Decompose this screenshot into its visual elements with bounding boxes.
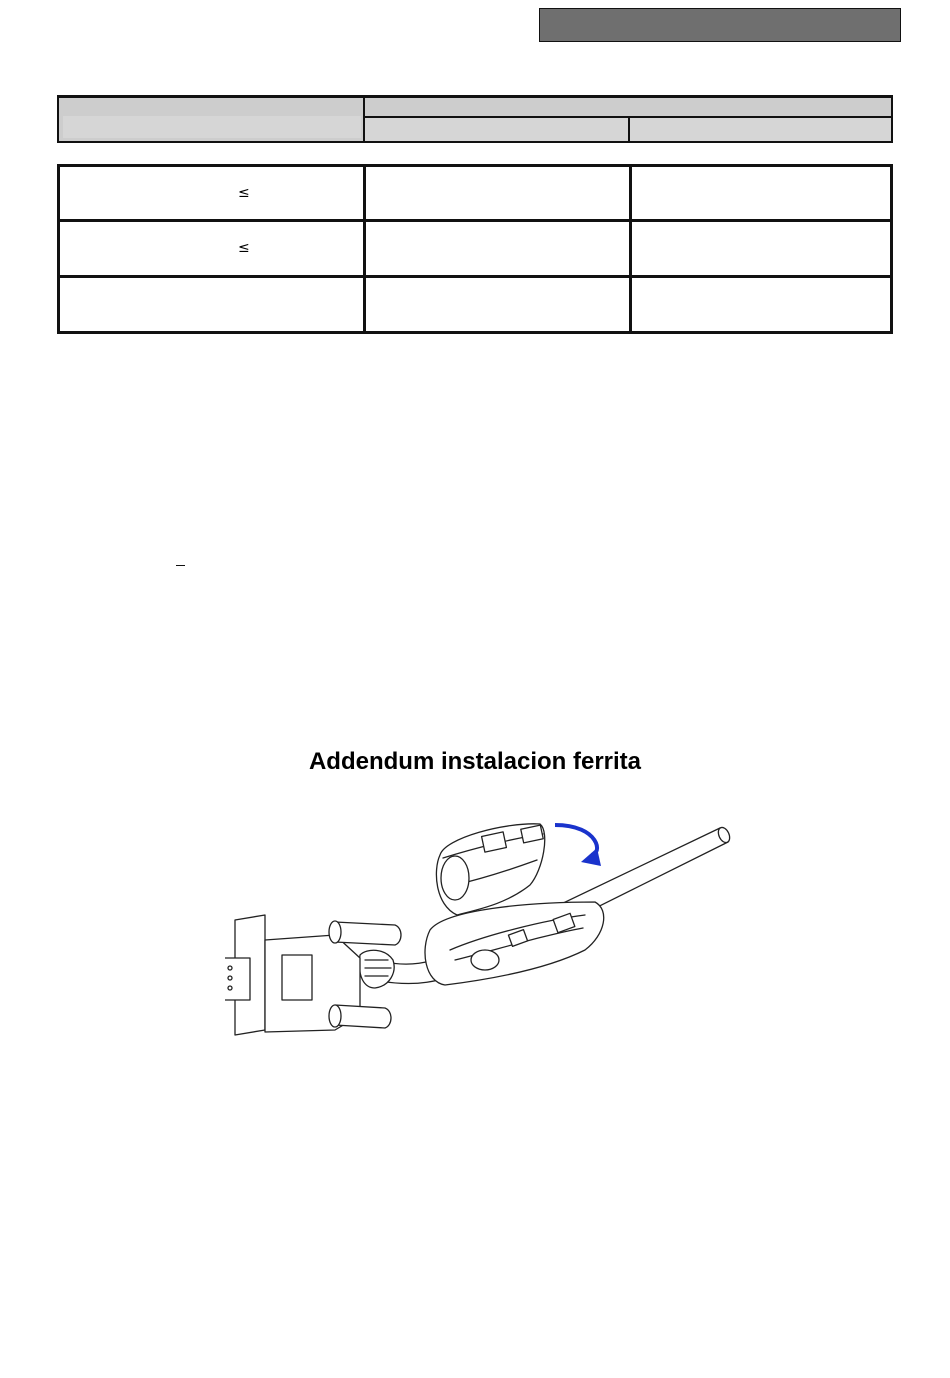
table-cell <box>366 278 632 331</box>
table-row <box>60 167 890 222</box>
table-header <box>57 95 893 143</box>
thumbscrew-top <box>335 922 401 945</box>
close-arrow-icon <box>555 825 597 855</box>
ferrite-installation-figure <box>225 810 735 1040</box>
table-cell <box>632 222 890 275</box>
less-equal-symbol: ≤ <box>238 185 250 201</box>
table-cell <box>60 278 366 331</box>
header-cell-sub-2 <box>630 118 891 141</box>
spec-table <box>57 164 893 334</box>
header-cell-left <box>59 98 365 141</box>
less-equal-symbol: ≤ <box>238 240 250 256</box>
table-row <box>60 278 890 331</box>
table-cell <box>366 222 632 275</box>
table-cell <box>366 167 632 219</box>
table-cell <box>60 222 366 275</box>
header-bar <box>539 8 901 42</box>
dash-mark <box>176 565 185 566</box>
table-cell <box>632 278 890 331</box>
connector-label-area <box>282 955 312 1000</box>
table-row <box>60 222 890 278</box>
table-cell <box>632 167 890 219</box>
header-cell-sub-1 <box>365 118 630 141</box>
thumbscrew-bottom <box>335 1005 391 1028</box>
addendum-title: Addendum instalacion ferrita <box>308 748 642 775</box>
table-cell <box>60 167 366 219</box>
header-cell-group <box>365 98 891 118</box>
